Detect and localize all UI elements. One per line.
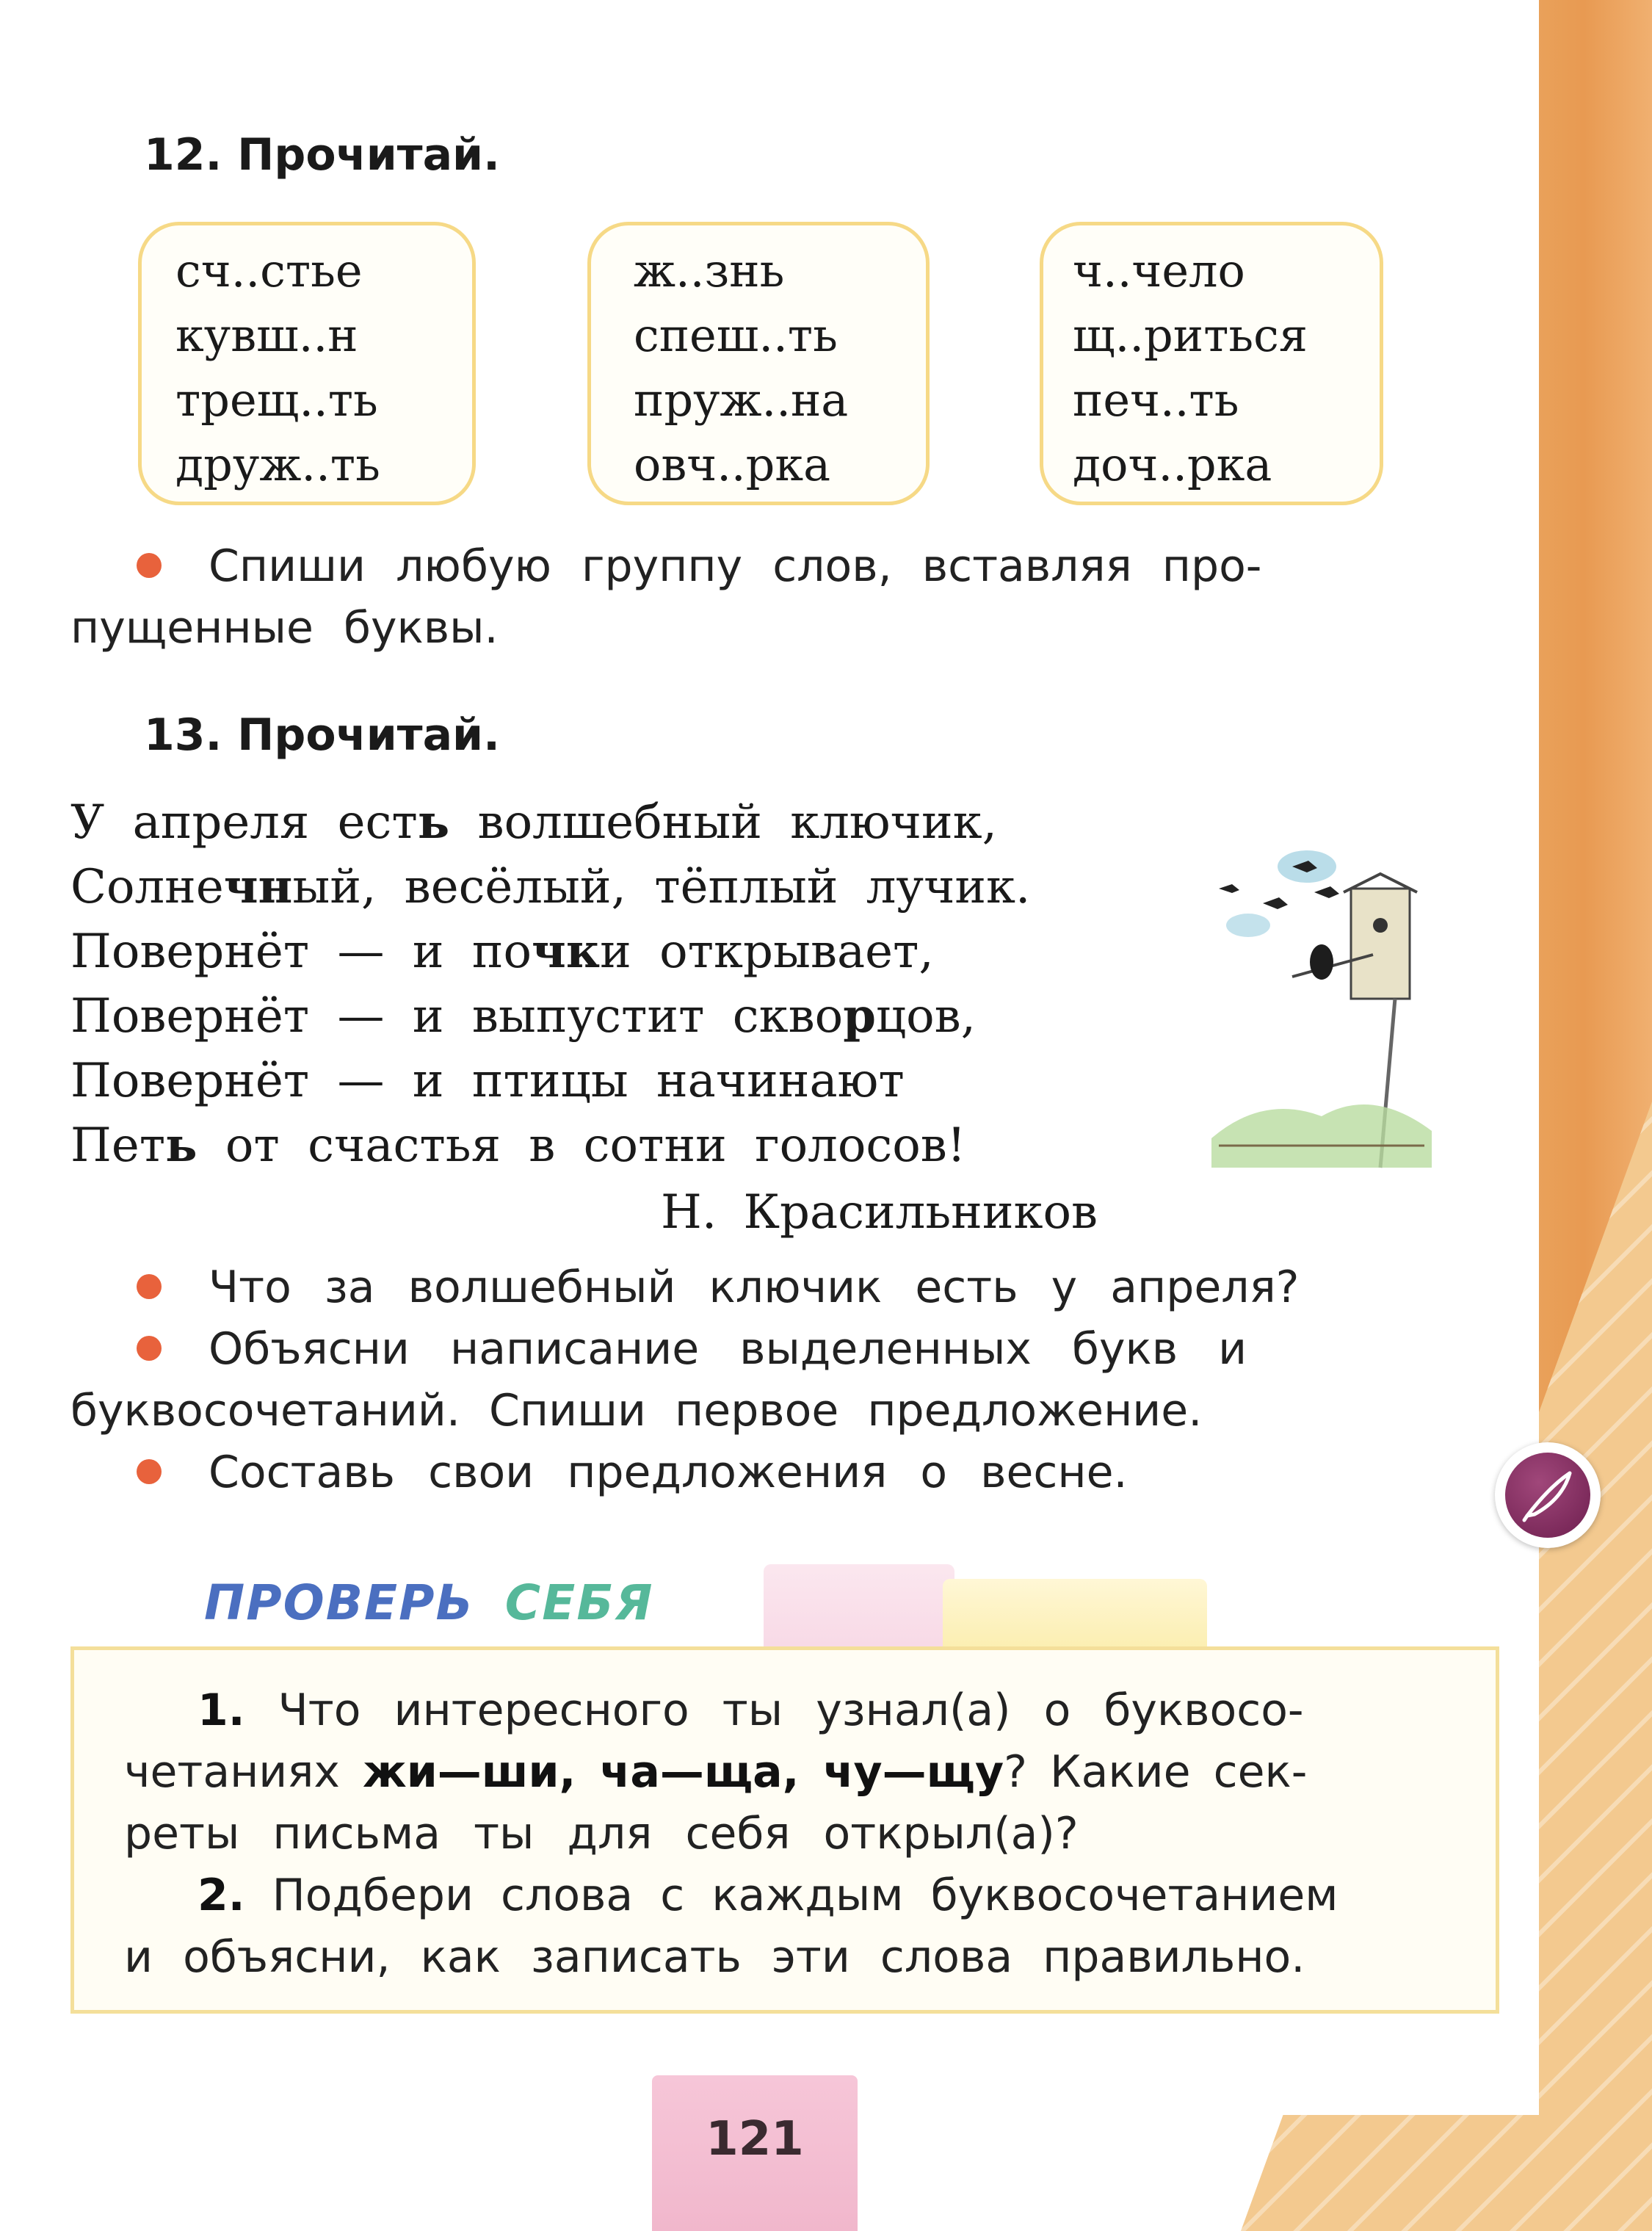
poem-author: Н. Красильников <box>661 1185 1098 1240</box>
highlighted-letter: ь <box>165 1118 198 1173</box>
word: трещ..ть <box>175 373 378 427</box>
poem-line-4 <box>70 984 976 1049</box>
bird-icon <box>1219 884 1239 893</box>
exercise-13-question-1 <box>137 1256 1300 1319</box>
word-group-2 <box>587 222 930 505</box>
check-yourself-title <box>204 1574 653 1631</box>
check-question-1-line-2 <box>124 1741 1307 1803</box>
page-number: 121 <box>706 2112 804 2166</box>
word: кувш..н <box>175 308 358 362</box>
highlighted-letter: чн <box>223 859 293 914</box>
grass-hill <box>1211 1104 1432 1168</box>
word: спеш..ть <box>634 308 838 362</box>
exercise-13-question-2 <box>137 1317 1247 1381</box>
word: ч..чело <box>1073 244 1245 297</box>
poem-line-2 <box>70 855 1030 919</box>
task-text: Спиши любую группу слов, вставляя про- <box>209 540 1262 592</box>
exercise-13-heading: 13. Прочитай. <box>144 709 500 761</box>
bird-icon <box>1263 897 1288 909</box>
bullet-icon <box>137 553 162 578</box>
exercise-12-heading: 12. Прочитай. <box>144 129 500 181</box>
badge-background <box>1505 1453 1590 1538</box>
poem-text: и открывает, <box>600 925 934 979</box>
decorative-tab <box>943 1579 1207 1652</box>
page-number-tab <box>652 2075 858 2231</box>
decorative-tab <box>764 1564 954 1652</box>
check-title-word: ПРОВЕРЬ <box>204 1574 474 1631</box>
bullet-icon <box>137 1336 162 1361</box>
word: сч..стье <box>175 244 363 297</box>
poem-line-6 <box>70 1113 966 1178</box>
word: ж..знь <box>634 244 785 297</box>
poem-line-3 <box>70 919 934 984</box>
word: пруж..на <box>634 373 849 427</box>
bird-icon <box>1314 886 1339 898</box>
highlighted-letter: ь <box>417 795 450 850</box>
poem-text: Пет <box>70 1118 166 1173</box>
word-group-3 <box>1040 222 1383 505</box>
highlighted-letter: чк <box>532 924 601 979</box>
birdhouse-hole <box>1373 918 1388 933</box>
question-text: ? Какие сек- <box>1004 1746 1308 1798</box>
word: овч..рка <box>634 438 831 491</box>
poem-text: цов, <box>875 989 976 1044</box>
check-question-1-line-1 <box>198 1679 1304 1741</box>
question-text: Что интересного ты узнал(а) о буквосо- <box>278 1685 1304 1736</box>
exercise-13-question-2-continued: буквосочетаний. Спиши первое предложение. <box>70 1385 1203 1436</box>
starling-icon <box>1310 944 1333 980</box>
poem-text: ый, весёлый, тёплый лучик. <box>292 860 1031 914</box>
poem-text: У апреля ест <box>70 795 418 850</box>
exercise-13-question-3 <box>137 1441 1128 1504</box>
letter-combinations: жи—ши, ча—ща, чу—щу <box>362 1746 1004 1798</box>
poem-line-5: Повернёт — и птицы начинают <box>70 1054 905 1108</box>
word: щ..риться <box>1073 308 1308 362</box>
poem-text: от счастья в сотни голосов! <box>197 1118 966 1173</box>
question-text: Подбери слова с каждым буквосочетанием <box>272 1870 1338 1921</box>
question-text: Объясни написание выделенных букв и <box>209 1323 1247 1375</box>
exercise-12-task <box>137 535 1261 598</box>
bullet-icon <box>137 1274 162 1299</box>
quill-pen-icon <box>1495 1442 1601 1548</box>
question-number: 2. <box>198 1870 245 1921</box>
poem-text: Солне <box>70 860 224 914</box>
highlighted-letter: р <box>843 988 876 1044</box>
question-text: четаниях <box>124 1746 363 1798</box>
sky-cloud <box>1226 914 1270 937</box>
starlings-birdhouse-illustration <box>1204 822 1439 1175</box>
word: доч..рка <box>1073 438 1272 491</box>
exercise-12-task-continued: пущенные буквы. <box>70 602 499 654</box>
check-question-2-line-1 <box>198 1865 1338 1926</box>
poem-text: волшебный ключик, <box>449 795 997 850</box>
word: печ..ть <box>1073 373 1239 427</box>
question-text: Что за волшебный ключик есть у апреля? <box>209 1262 1300 1313</box>
check-question-1-line-3: реты письма ты для себя открыл(а)? <box>124 1808 1079 1859</box>
poem-text: Повернёт — и по <box>70 925 532 979</box>
question-number: 1. <box>198 1685 245 1736</box>
poem-text: Повернёт — и выпустит скво <box>70 989 844 1044</box>
quill-icon <box>1505 1453 1590 1538</box>
bullet-icon <box>137 1459 162 1484</box>
poem-line-1 <box>70 790 997 855</box>
word: друж..ть <box>175 438 380 491</box>
check-yourself-box <box>70 1646 1499 2014</box>
question-text: Составь свои предложения о весне. <box>209 1447 1128 1498</box>
check-title-word: СЕБЯ <box>504 1574 654 1631</box>
word-group-1 <box>138 222 476 505</box>
birdhouse <box>1351 889 1410 999</box>
check-question-2-line-2: и объясни, как записать эти слова правильно. <box>124 1931 1305 1983</box>
